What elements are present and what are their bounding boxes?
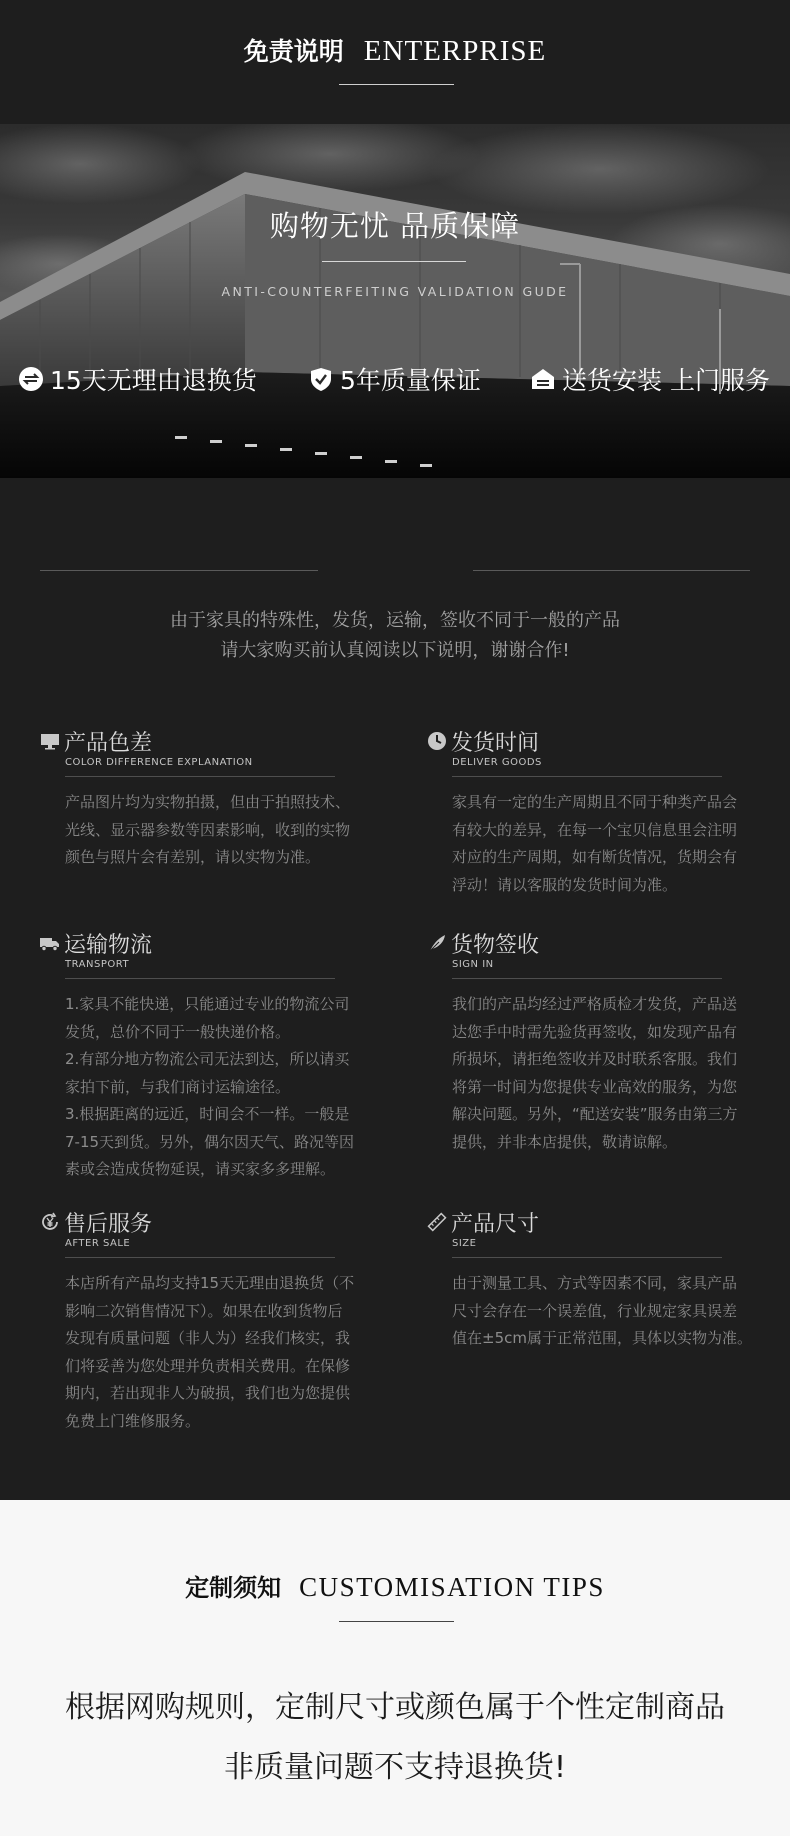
block-line: 对应的生产周期，如有断货情况，货期会有 [452,848,738,866]
feather-icon [427,933,447,953]
block-body [452,1270,757,1353]
block-body [65,789,370,872]
house-icon [530,366,556,392]
customisation-divider [339,1621,454,1622]
block-after-sale [40,1208,370,1435]
block-subtitle: COLOR DIFFERENCE EXPLANATION [65,757,253,768]
customisation-line-2: 非质量问题不支持退换货! [223,1750,567,1785]
block-deliver-goods [427,727,757,899]
header-divider [339,84,454,85]
promise-warranty-label: 5年质量保证 [340,366,481,395]
intro-line-2: 请大家购买前认真阅读以下说明，谢谢合作! [220,640,570,661]
block-line: 家拍下前，与我们商讨运输途径。 [65,1077,291,1096]
block-line: 光线、显示器参数等因素影响，收到的实物 [65,820,351,839]
block-line: 颜色与照片会有差别，请以实物为准。 [65,848,321,866]
hero-banner [0,124,790,478]
block-divider [65,1257,335,1258]
block-title: 产品尺寸 [451,1211,540,1237]
block-divider [452,978,722,979]
block-body [65,991,370,1184]
block-subtitle: SIZE [452,1238,477,1249]
banner-title: 购物无忧 品质保障 [269,209,521,243]
block-title: 产品色差 [64,730,153,756]
block-line: 发货，总价不同于一般快递价格。 [65,1022,291,1041]
block-line: 2.有部分地方物流公司无法到达，所以请买 [65,1050,350,1068]
return-icon [18,366,44,392]
block-line: 7-15天到货。另外，偶尔因天气、路况等因 [65,1132,355,1151]
block-line: 本店所有产品均支持15天无理由退换货（不 [65,1274,355,1292]
block-body [452,789,757,899]
block-subtitle: SIGN IN [452,959,494,970]
header-title [0,32,790,68]
block-title: 售后服务 [64,1211,153,1237]
intro-divider-right [473,570,750,571]
page-header [0,0,790,124]
block-color-difference [40,727,370,872]
block-line: 我们的产品均经过严格质检才发货，产品送 [452,995,738,1013]
customisation-line-1: 根据网购规则，定制尺寸或颜色属于个性定制商品 [65,1690,725,1725]
shield-check-icon [308,366,334,392]
banner-subtitle: ANTI-COUNTERFEITING VALIDATION GUDE [221,284,569,299]
promise-return [18,362,257,396]
customisation-title-en: CUSTOMISATION TIPS [299,1572,605,1602]
header-title-en: ENTERPRISE [363,35,547,67]
block-line: 值在±5cm属于正常范围，具体以实物为准。 [452,1329,752,1347]
block-transport [40,929,370,1184]
intro-divider-left [40,570,318,571]
block-line: 解决问题。另外，“配送安装”服务由第三方 [452,1105,738,1123]
block-subtitle: TRANSPORT [65,959,130,970]
customisation-title [0,1568,790,1603]
block-line: 产品图片均为实物拍摄，但由于拍照技术、 [65,793,351,811]
customisation-section [0,1500,790,1836]
banner-divider [322,261,466,262]
block-title: 运输物流 [64,932,153,958]
promise-delivery [530,362,770,396]
promise-delivery-label: 送货安装 上门服务 [562,366,770,395]
monitor-icon [40,731,60,751]
block-line: 有较大的差异，在每一个宝贝信息里会注明 [452,820,738,839]
block-line: 发现有质量问题（非人为）经我们核实，我 [65,1329,351,1347]
yen-service-icon [40,1212,60,1232]
block-sign-in [427,929,757,1156]
block-divider [452,776,722,777]
block-divider [452,1257,722,1258]
promise-warranty [308,362,481,396]
intro-line-1: 由于家具的特殊性，发货，运输，签收不同于一般的产品 [170,610,620,631]
block-line: 期内，若出现非人为破损，我们也为您提供 [65,1384,351,1402]
customisation-title-cn: 定制须知 [185,1574,282,1602]
block-body [65,1270,370,1435]
block-line: 尺寸会存在一个误差值，行业规定家具误差 [452,1301,738,1320]
block-size [427,1208,757,1353]
block-line: 家具有一定的生产周期且不同于种类产品会 [452,793,738,811]
header-title-cn: 免责说明 [243,37,344,66]
promise-return-label: 15天无理由退换货 [50,366,257,395]
block-line: 由于测量工具、方式等因素不同，家具产品 [452,1274,738,1292]
block-subtitle: DELIVER GOODS [452,757,542,768]
warehouse-photo [0,124,790,478]
block-subtitle: AFTER SALE [65,1238,131,1249]
block-title: 发货时间 [451,730,540,756]
block-line: 影响二次销售情况下）。如果在收到货物后 [65,1301,343,1320]
block-line: 浮动！请以客服的发货时间为准。 [452,875,678,894]
block-line: 将第一时间为您提供专业高效的服务，为您 [452,1077,738,1096]
block-line: 3.根据距离的远近，时间会不一样。一般是 [65,1105,350,1123]
block-divider [65,978,335,979]
block-line: 达您手中时需先验货再签收，如发现产品有 [452,1022,738,1041]
block-line: 所损坏，请拒绝签收并及时联系客服。我们 [452,1050,738,1068]
block-line: 提供，并非本店提供，敬请谅解。 [452,1132,678,1151]
block-line: 素或会造成货物延误，请买家多多理解。 [65,1160,336,1178]
block-line: 们将妥善为您处理并负责相关费用。在保修 [65,1356,351,1375]
block-line: 1.家具不能快递，只能通过专业的物流公司 [65,995,350,1013]
block-divider [65,776,335,777]
truck-icon [40,933,60,953]
block-title: 货物签收 [451,932,540,958]
block-line: 免费上门维修服务。 [65,1411,201,1430]
ruler-icon [427,1212,447,1232]
clock-icon [427,731,447,751]
block-body [452,991,757,1156]
